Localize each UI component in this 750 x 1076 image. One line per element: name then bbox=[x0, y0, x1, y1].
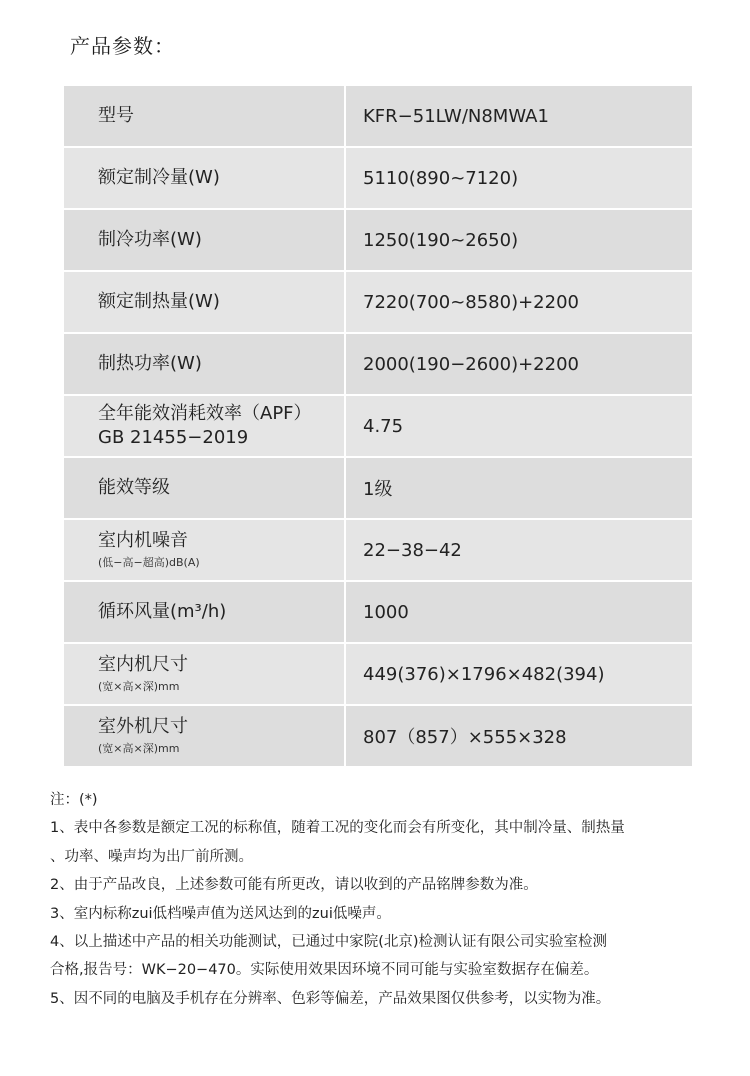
spec-row-apf bbox=[64, 396, 692, 458]
spec-value: KFR−51LW/N8MWA1 bbox=[363, 105, 549, 127]
spec-row-outdoor-size bbox=[64, 706, 692, 768]
spec-label: 室外机尺寸 bbox=[98, 716, 188, 737]
spec-value: 7220(700~8580)+2200 bbox=[363, 291, 579, 313]
note-line: 1、表中各参数是额定工况的标称值，随着工况的变化而会有所变化，其中制冷量、制热量 bbox=[50, 820, 625, 837]
spec-row-rated-heating bbox=[64, 272, 692, 334]
spec-value: 1级 bbox=[363, 479, 393, 500]
note-line: 、功率、噪声均为出厂前所测。 bbox=[50, 848, 253, 865]
spec-row-airflow bbox=[64, 582, 692, 644]
spec-row-model bbox=[64, 86, 692, 148]
spec-label: 能效等级 bbox=[98, 477, 170, 498]
notes-heading: 注：(*) bbox=[50, 792, 98, 808]
spec-label: 室内机尺寸 bbox=[98, 654, 188, 675]
spec-label-sub: (宽×高×深)mm bbox=[98, 680, 180, 693]
notes-section bbox=[50, 786, 720, 1013]
spec-label: 全年能效消耗效率（APF） bbox=[98, 403, 312, 424]
spec-label-standard: GB 21455−2019 bbox=[98, 427, 249, 448]
spec-label: 额定制热量(W) bbox=[98, 291, 220, 312]
spec-row-cooling-power bbox=[64, 210, 692, 272]
note-line: 4、以上描述中产品的相关功能测试，已通过中家院(北京)检测认证有限公司实验室检测 bbox=[50, 934, 608, 951]
note-line: 5、因不同的电脑及手机存在分辨率、色彩等偏差，产品效果图仅供参考，以实物为准。 bbox=[50, 990, 611, 1007]
spec-label: 制冷功率(W) bbox=[98, 229, 202, 250]
spec-row-rated-cooling bbox=[64, 148, 692, 210]
spec-value: 1250(190~2650) bbox=[363, 229, 519, 251]
spec-label: 制热功率(W) bbox=[98, 353, 202, 374]
note-line: 3、室内标称zui低档噪声值为送风达到的zui低噪声。 bbox=[50, 905, 391, 922]
spec-label-sub: (宽×高×深)mm bbox=[98, 742, 180, 755]
spec-table bbox=[64, 86, 692, 768]
spec-value: 5110(890~7120) bbox=[363, 167, 519, 189]
spec-label: 室内机噪音 bbox=[98, 530, 188, 551]
page-title: 产品参数： bbox=[70, 34, 175, 58]
spec-value: 22−38−42 bbox=[363, 539, 462, 561]
spec-value: 1000 bbox=[363, 601, 409, 623]
note-line: 合格,报告号：WK−20−470。实际使用效果因环境不同可能与实验室数据存在偏差。 bbox=[50, 962, 599, 979]
note-line: 2、由于产品改良，上述参数可能有所更改，请以收到的产品铭牌参数为准。 bbox=[50, 877, 538, 894]
spec-value: 4.75 bbox=[363, 415, 404, 437]
spec-label: 循环风量(m³/h) bbox=[98, 601, 227, 622]
spec-value: 2000(190−2600)+2200 bbox=[363, 353, 579, 375]
spec-row-indoor-noise bbox=[64, 520, 692, 582]
spec-row-heating-power bbox=[64, 334, 692, 396]
spec-row-indoor-size bbox=[64, 644, 692, 706]
spec-row-energy-grade bbox=[64, 458, 692, 520]
spec-label-sub: (低−高−超高)dB(A) bbox=[98, 556, 200, 569]
spec-value: 449(376)×1796×482(394) bbox=[363, 663, 605, 685]
spec-value: 807（857）×555×328 bbox=[363, 727, 567, 748]
spec-label: 型号 bbox=[98, 105, 134, 126]
spec-label: 额定制冷量(W) bbox=[98, 167, 220, 188]
